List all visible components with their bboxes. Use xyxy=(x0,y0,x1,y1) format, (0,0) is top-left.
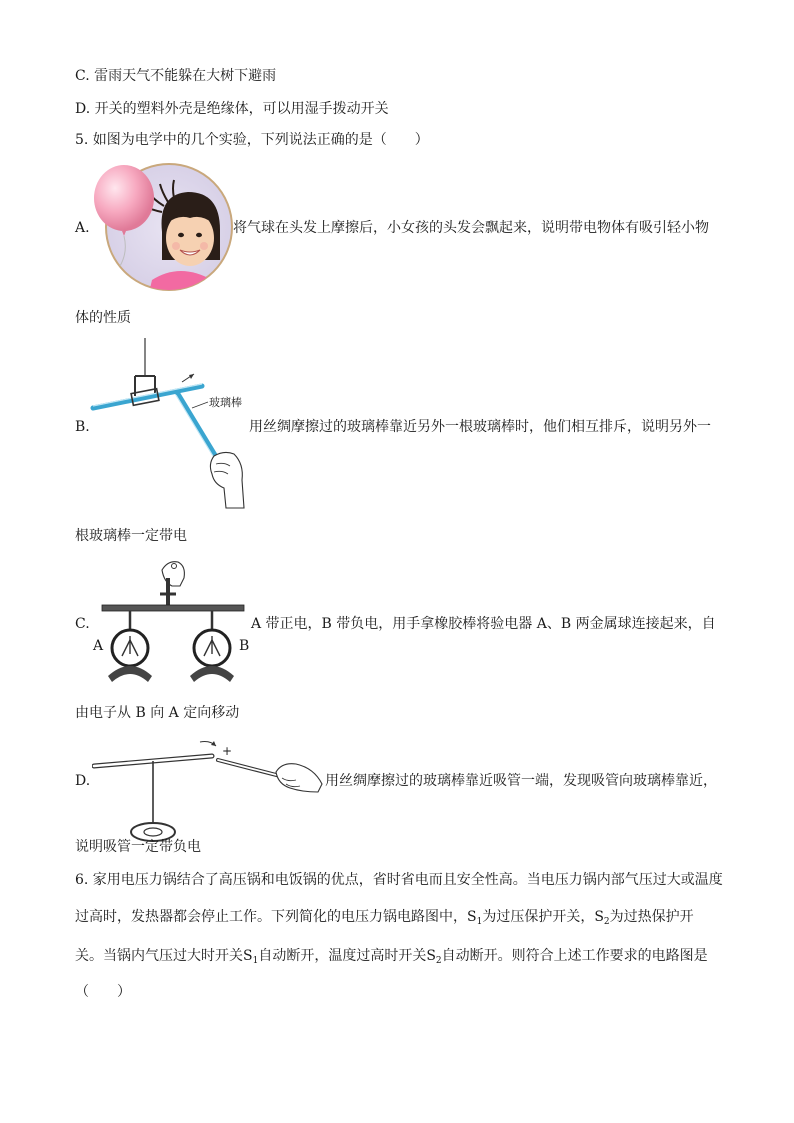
q5-option-d-letter: D. xyxy=(75,773,91,789)
q5-option-d-text-2: 说明吸管一定带负电 xyxy=(75,839,201,855)
glass-rod-repulsion-figure xyxy=(90,338,250,510)
q5-option-a-text-1: 将气球在头发上摩擦后，小女孩的头发会飘起来，说明带电物体有吸引轻小物 xyxy=(233,220,709,236)
electroscope-b-label: B xyxy=(239,638,250,654)
q5-option-a-letter: A. xyxy=(75,220,90,236)
switch-s2-label: $S_2$ xyxy=(594,909,610,927)
q5-option-c-text-1: A 带正电，B 带负电，用手拿橡胶棒将验电器 A、B 两金属球连接起来，自 xyxy=(251,616,716,632)
switch-s1-label: $S_1$ xyxy=(467,909,483,927)
q4-option-d: D. 开关的塑料外壳是绝缘体，可以用湿手拨动开关 xyxy=(75,101,389,117)
q6-line-1: 6. 家用电压力锅结合了高压锅和电饭锅的优点，省时省电而且安全性高。当电压力锅内部气压过大或温度 xyxy=(75,872,723,888)
q6-line-2: 过高时，发热器都会停止工作。下列简化的电压力锅电路图中，$S_1$为过压保护开关，$S_2$为过热保护开 xyxy=(75,909,694,927)
q5-stem: 5. 如图为电学中的几个实验，下列说法正确的是（ ） xyxy=(75,132,429,148)
q5-option-d-text-1: 用丝绸摩擦过的玻璃棒靠近吸管一端，发现吸管向玻璃棒靠近， xyxy=(325,773,717,789)
balloon-girl-image xyxy=(92,162,236,292)
q5-option-b-letter: B. xyxy=(75,419,90,435)
switch-s1-label: $S_1$ xyxy=(243,948,259,966)
plus-charge-sign: + xyxy=(222,744,233,758)
switch-s2-label: $S_2$ xyxy=(426,948,442,966)
q4-option-c: C. 雷雨天气不能躲在大树下避雨 xyxy=(75,68,277,84)
electroscope-a-label: A xyxy=(93,638,104,654)
q5-option-c-letter: C. xyxy=(75,616,90,632)
q6-answer-blank: （ ） xyxy=(75,984,131,1000)
q5-option-b-text-2: 根玻璃棒一定带电 xyxy=(75,528,187,544)
electroscope-figure xyxy=(90,556,248,688)
q5-option-a-text-2: 体的性质 xyxy=(75,310,131,326)
straw-attraction-figure xyxy=(92,728,324,850)
glass-rod-label: 玻璃棒 xyxy=(209,396,242,409)
q5-option-c-text-2: 由电子从 B 向 A 定向移动 xyxy=(75,705,240,721)
q5-option-b-text-1: 用丝绸摩擦过的玻璃棒靠近另外一根玻璃棒时，他们相互排斥，说明另外一 xyxy=(249,419,711,435)
q6-line-3: 关。当锅内气压过大时开关$S_1$自动断开，温度过高时开关$S_2$自动断开。则符合上述工作要求的电路图是 xyxy=(75,948,708,966)
